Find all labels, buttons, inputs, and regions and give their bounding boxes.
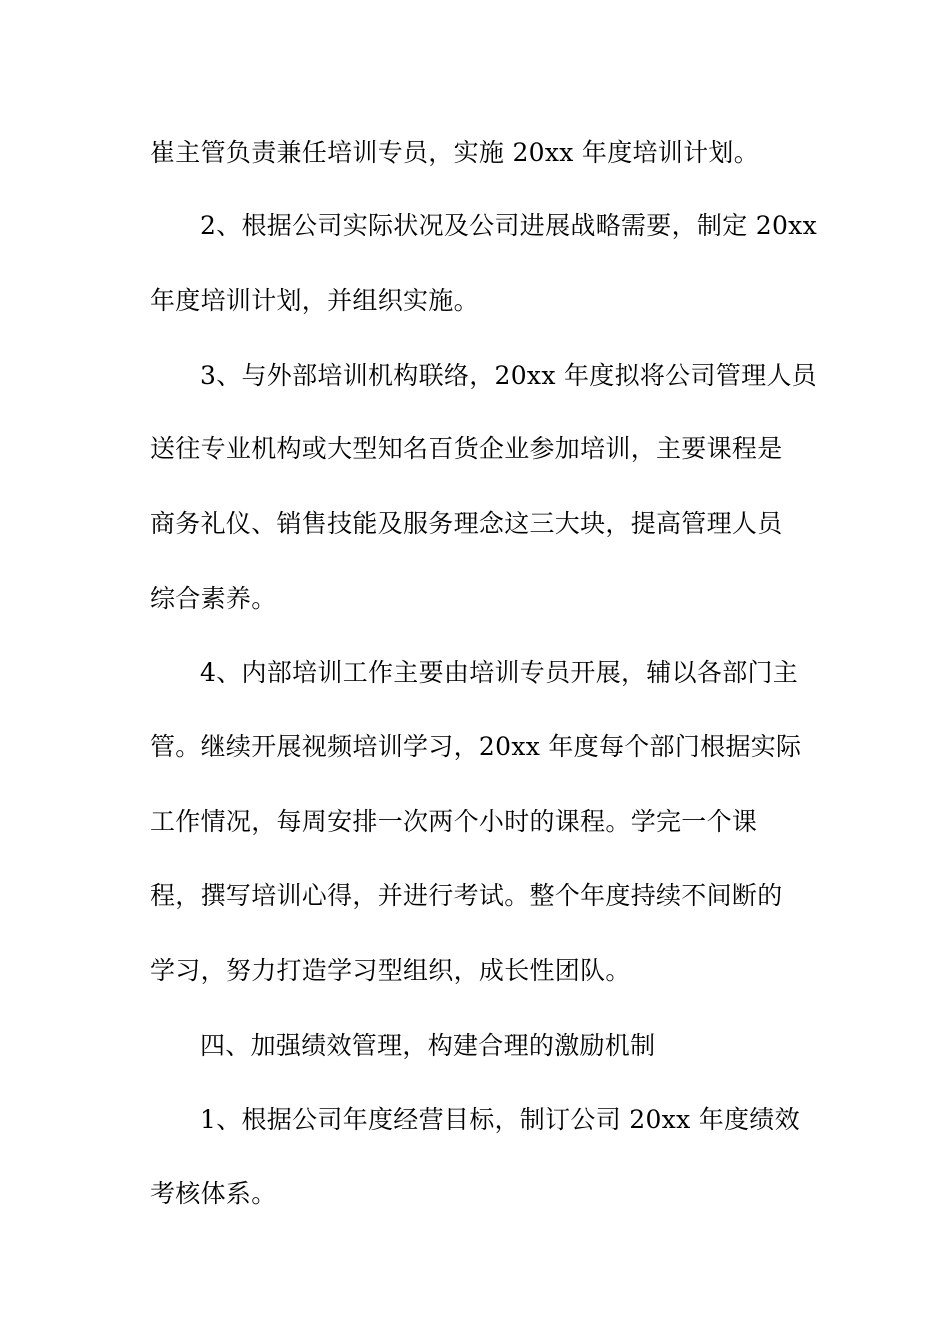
text-line: 年度培训计划，并组织实施。 xyxy=(150,286,479,315)
text-line: 商务礼仪、销售技能及服务理念这三大块，提高管理人员 xyxy=(150,509,783,538)
text-line: 综合素养。 xyxy=(150,584,277,613)
text-line: 工作情况，每周安排一次两个小时的课程。学完一个课 xyxy=(150,807,758,836)
text-line: 崔主管负责兼任培训专员，实施 20xx 年度培训计划。 xyxy=(150,138,760,167)
text-line: 管。继续开展视频培训学习，20xx 年度每个部门根据实际 xyxy=(150,732,802,761)
text-line: 考核体系。 xyxy=(150,1179,277,1208)
text-line: 送往专业机构或大型知名百货企业参加培训，主要课程是 xyxy=(150,434,783,463)
section-heading: 四、加强绩效管理，构建合理的激励机制 xyxy=(200,1031,656,1060)
text-line: 程，撰写培训心得，并进行考试。整个年度持续不间断的 xyxy=(150,881,783,910)
text-line: 3、与外部培训机构联络，20xx 年度拟将公司管理人员 xyxy=(200,361,817,390)
text-line: 学习，努力打造学习型组织，成长性团队。 xyxy=(150,956,631,985)
text-line: 2、根据公司实际状况及公司进展战略需要，制定 20xx xyxy=(200,211,817,240)
text-line: 4、内部培训工作主要由培训专员开展，辅以各部门主 xyxy=(200,658,799,687)
text-line: 1、根据公司年度经营目标，制订公司 20xx 年度绩效 xyxy=(200,1105,800,1134)
